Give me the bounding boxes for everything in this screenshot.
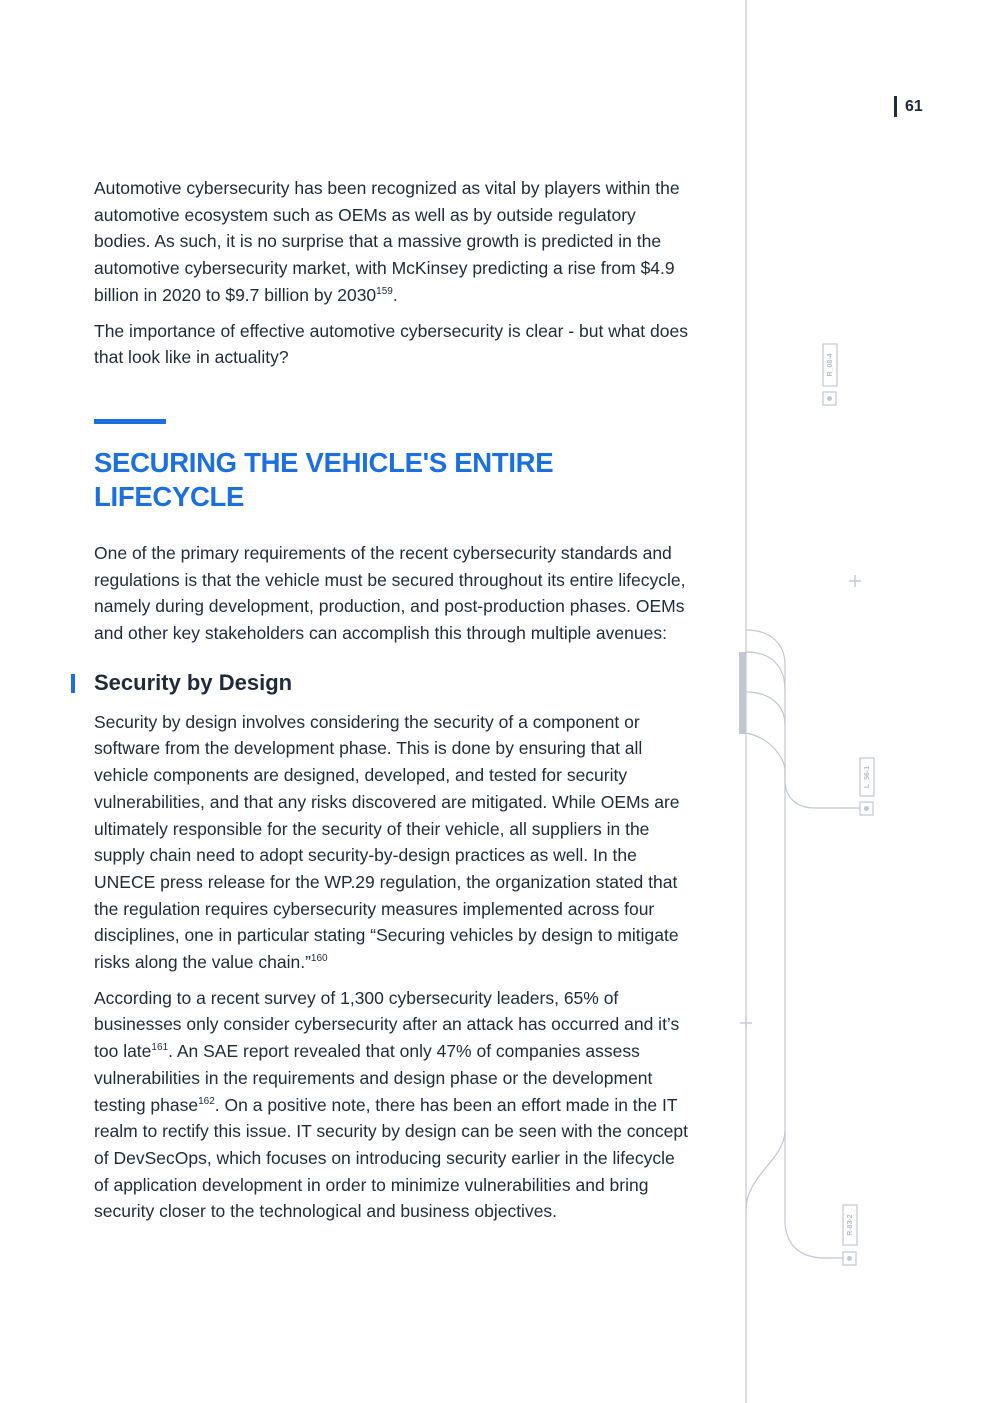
main-content: [94, 175, 694, 1234]
subsection-paragraph-1: [94, 709, 694, 976]
section-intro-paragraph: One of the primary requirements of the recent cybersecurity standards and regulations is that the vehicle must be secured throughout its entire lifecycle, namely during development, production, and post-production phases. OEMs and other key stakeholders can accomplish this through multiple avenues:: [94, 542, 686, 644]
section-accent-bar: [94, 419, 166, 424]
circuit-arc-1: [746, 630, 785, 665]
circuit-arc-4: [746, 733, 785, 770]
chip-pad-dot-2: [864, 806, 869, 811]
subsection-paragraph-2: [94, 985, 694, 1225]
chip-pad-dot-3: [847, 1256, 852, 1261]
footnote-ref-159: 159: [376, 285, 393, 297]
chip-label-3: R-83-2: [847, 1214, 854, 1236]
subsection-paragraph-2-a: According to a recent survey of 1,300 cybersecurity leaders, 65% of businesses only consider cybersecurity after an attack has occurred and it’s too late: [94, 987, 680, 1062]
circuit-curve-left: [746, 1130, 785, 1210]
chip-label-1: R_08-4: [827, 353, 834, 377]
subsection-paragraph-2-b: . An SAE report revealed that only 47% of companies assess vulnerabilities in the requirements and design phase or the development testing phase: [94, 1041, 653, 1115]
intro-paragraph-1-text: Automotive cybersecurity has been recognized as vital by players within the automotive ecosystem such as OEMs as well as by outside regulatory bodies. As such, it is no surprise that a massive growth is predicted in the automotive cybersecurity market, with McKinsey predicting a rise from $4.9 billion in 2020 to $9.7 billion by 2030: [94, 178, 680, 305]
chip-pad-dot-1: [827, 396, 832, 401]
circuit-arc-3: [746, 692, 785, 725]
subsection-marker: [71, 674, 75, 693]
circuit-branch-1: [785, 770, 860, 808]
page-number: 61: [894, 96, 923, 117]
footnote-ref-162: 162: [198, 1095, 215, 1107]
subsection-paragraph-2-c: . On a positive note, there has been an effort made in the IT realm to rectify this issue. IT security by design can be seen with the concept of DevSecOps, which focuses on introducing security earlier in the lifecycle of application development in order to minimize vulnerabilities and bring security closer to the technological and business objectives.: [94, 1094, 688, 1222]
footnote-ref-160: 160: [310, 953, 328, 965]
footnote-ref-161: 161: [151, 1042, 169, 1054]
chip-label-2: L_56-1: [864, 765, 871, 789]
subsection-heading: [94, 669, 694, 697]
margin-bar: [739, 652, 746, 734]
subsection-paragraph-1-text: Security by design involves considering the security of a component or software from the development phase. This is done by ensuring that all vehicle components are designed, developed, and tested for security vulnerabilities, and that any risks discovered are mitigated. While OEMs are ultimately responsible for the security of their vehicle, all suppliers in the supply chain need to adopt security-by-design practices as well. In the UNECE press release for the WP.29 regulation, the organization stated that the regulation requires cybersecurity measures implemented across four disciplines, one in particular stating “Securing vehicles by design to mitigate risks along the value chain.”: [94, 711, 680, 973]
subsection-title: Security by Design: [94, 669, 293, 695]
intro-paragraph-2: The importance of effective automotive cybersecurity is clear - but what does that look like in actuality?: [94, 320, 688, 368]
intro-paragraph-1-end: .: [392, 284, 398, 305]
circuit-arc-2: [746, 652, 785, 690]
intro-paragraph-1: [94, 175, 694, 309]
circuit-branch-2: [785, 1130, 843, 1258]
section-title: SECURING THE VEHICLE'S ENTIRE LIFECYCLE: [94, 446, 554, 512]
